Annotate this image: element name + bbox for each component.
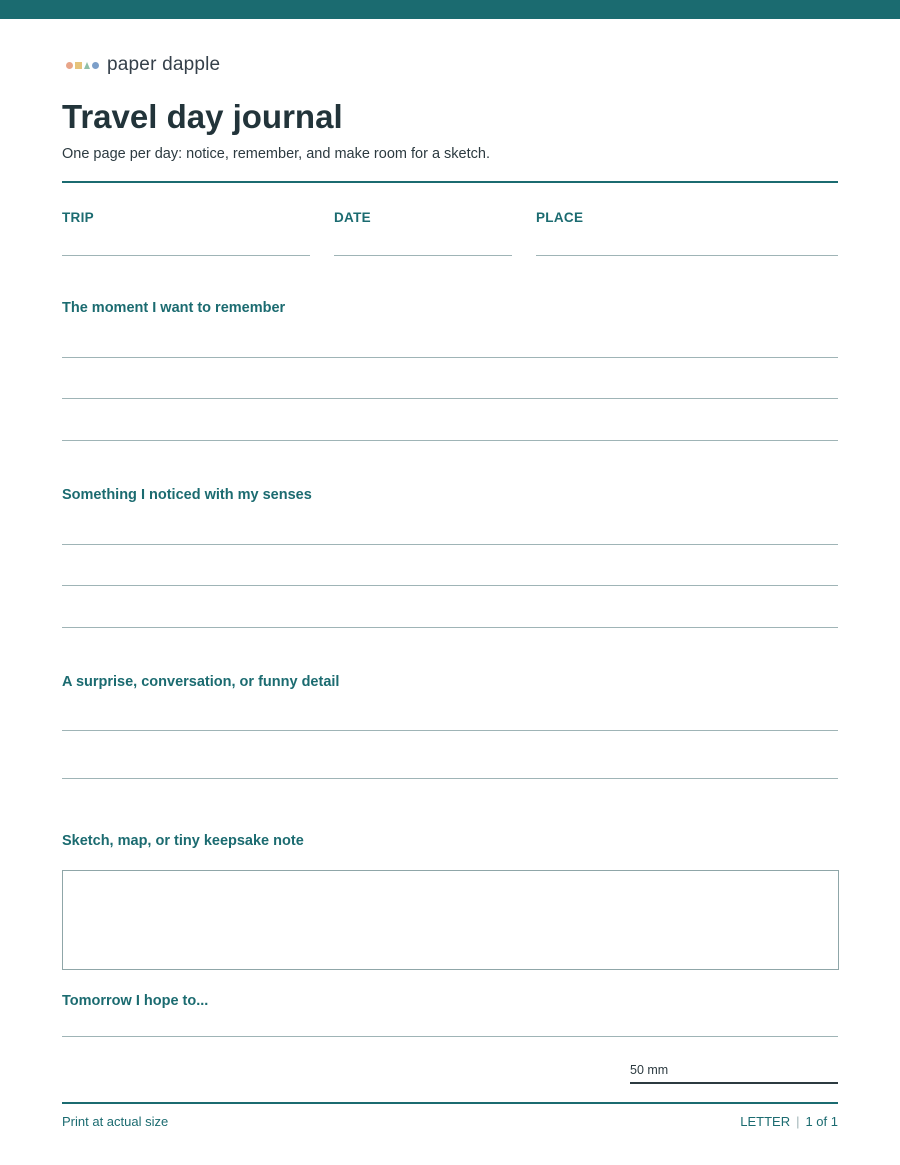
page-number: 1 of 1	[805, 1114, 838, 1129]
senses-write-line	[62, 544, 838, 545]
section-surprise-label: A surprise, conversation, or funny detail	[62, 674, 340, 690]
brand-shapes-icon	[66, 62, 99, 69]
surprise-write-line	[62, 778, 838, 779]
trip-write-line	[62, 255, 310, 256]
sketch-box	[62, 870, 839, 970]
scale-bar	[630, 1082, 838, 1084]
trip-label: TRIP	[62, 210, 94, 225]
place-write-line	[536, 255, 838, 256]
page-subtitle: One page per day: notice, remember, and make room for a sketch.	[62, 146, 490, 162]
section-senses-label: Something I noticed with my senses	[62, 487, 312, 503]
footer-separator: |	[796, 1114, 800, 1129]
brand-logo	[66, 54, 220, 76]
section-tomorrow-label: Tomorrow I hope to...	[62, 993, 209, 1009]
brand-name: paper dapple	[107, 54, 221, 75]
scale-label: 50 mm	[630, 1063, 669, 1077]
senses-write-line	[62, 585, 838, 586]
moment-write-line	[62, 357, 838, 358]
top-accent-bar	[0, 0, 900, 19]
moment-write-line	[62, 398, 838, 399]
page-title: Travel day journal	[62, 98, 343, 135]
surprise-write-line	[62, 730, 838, 731]
senses-write-line	[62, 627, 838, 628]
date-label: DATE	[334, 210, 371, 225]
moment-write-line	[62, 440, 838, 441]
print-note: Print at actual size	[62, 1114, 169, 1129]
header-divider	[62, 181, 838, 183]
page-info	[740, 1114, 838, 1129]
place-label: PLACE	[536, 210, 584, 225]
tomorrow-write-line	[62, 1036, 838, 1037]
paper-size: LETTER	[740, 1114, 791, 1129]
footer-divider	[62, 1102, 838, 1104]
section-moment-label: The moment I want to remember	[62, 300, 286, 316]
section-sketch-label: Sketch, map, or tiny keepsake note	[62, 833, 304, 849]
date-write-line	[334, 255, 512, 256]
